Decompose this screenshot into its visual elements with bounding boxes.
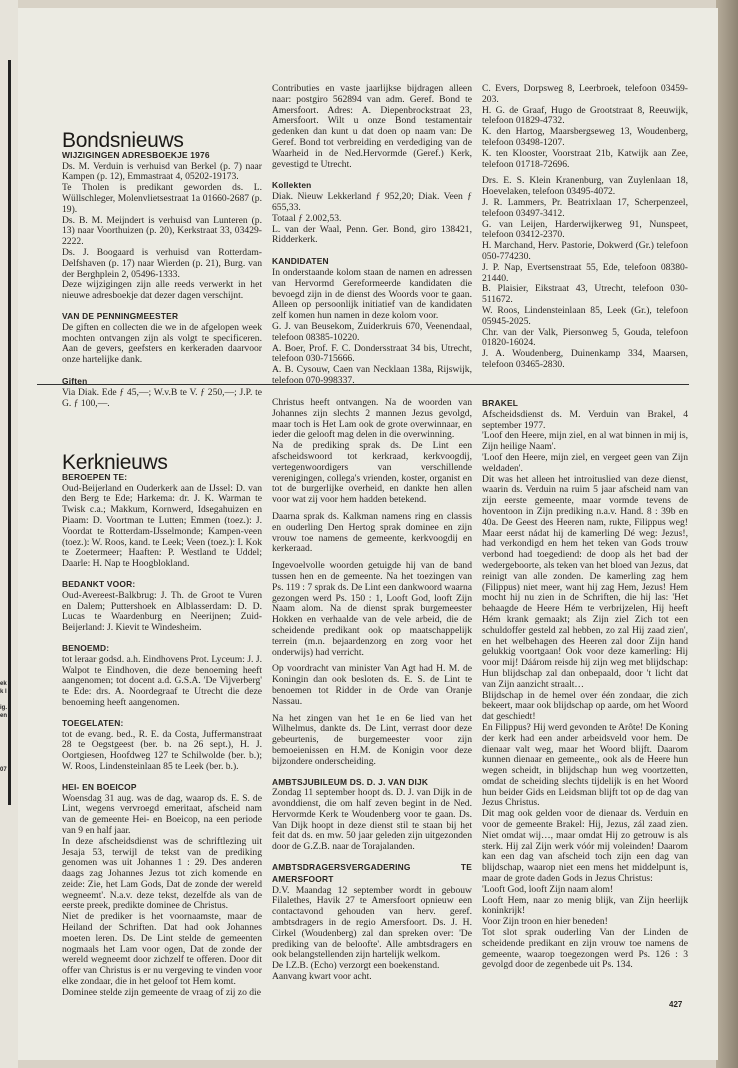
paragraph: Diak. Nieuw Lekkerland ƒ 952,20; Diak. Veen ƒ 655,33.	[272, 191, 472, 213]
paragraph: Na het zingen van het 1e en 6e lied van het Wilhelmus, dankte ds. De Lint, verrast door deze gebeurtenis, de burgemeester voor zijn bemoeienissen en H.M. de Konigin voor deze bijzondere onderscheiding.	[272, 712, 472, 767]
paragraph: D.V. Maandag 12 september wordt in gebouw Filalethes, Havik 27 te Amersfoort opnieuw een contactavond gehouden van herv. geref. ambtsdragers in de regio Amersfoort. Ds. J. H. Cirkel (Woudenberg) zal dan spreken over: 'De prediking van de beloofte'. Alle ambtsdragers en ook belangstellenden zijn hartelijk welkom.	[272, 884, 472, 961]
paragraph: tot de evang. bed., R. E. da Costa, Juffermanstraat 28 te Oegstgeest (ber. b. na 26 sept.), H. J. Oortgiesen, Hoofdweg 127 te Schilwolde (ber. b.); W. Roos, Lindensteinlaan 85 te Leek (ber. b.).	[62, 728, 262, 772]
paragraph: Voor Zijn troon en hier beneden!	[482, 916, 608, 928]
ambtsdragers-heading-te: TE	[460, 862, 472, 873]
paragraph: Contributies en vaste jaarlijkse bijdragen alleen naar: postgiro 562894 van adm. Geref. Bond te Amersfoort. Adres: A. Diepenbrockstraat 23, Amersfoort. Wilt u onze Bond testamentair gedenken dan kunt u dat doen op naam van: De Geref. Bond tot verbreiding en verdediging van de Waarheid in de Ned.Hervormde (Geref.) Kerk, gevestigd te Utrecht.	[272, 83, 472, 170]
bedankt-heading: BEDANKT VOOR:	[62, 578, 136, 589]
adjacent-page-fragment: k l	[0, 689, 7, 695]
list-item: C. Evers, Dorpsweg 8, Leerbroek, telefoon 03459-203.	[482, 83, 688, 105]
list-item: Drs. E. S. Klein Kranenburg, van Zuylenlaan 18, Hoevelaken, telefoon 03495-4072.	[482, 175, 688, 198]
list-item: K. ten Klooster, Voorstraat 21b, Katwijk aan Zee, telefoon 01718-72696.	[482, 147, 688, 170]
list-item: W. Roos, Lindensteinlaan 85, Leek (Gr.), telefoon 05945-2025.	[482, 304, 688, 327]
paragraph: A. B. Cysouw, Caen van Necklaan 138a, Rijswijk, telefoon 070-998337.	[272, 364, 472, 386]
paragraph: Ds. M. Verduin is verhuisd van Berkel (p. 7) naar Kampen (p. 12), Emmastraat 4, 05202-19173.	[62, 160, 262, 183]
paragraph: Ingevoelvolle woorden getuigde hij van de band tussen hen en de gemeente. Na het toezingen van Ps. 119 : 7 sprak ds. De Lint een dankwoord waarna gezongen werd Ps. 150 : 1, Looft God, looft Zijn Naam alom. Na de dienst sprak burgemeester Hokken en verhaalde van de vele arbeid, die de scheidende predikant ook op maatschappelijk terrein (m.n. bejaardenzorg en zorg voor het onderwijs) had verricht.	[272, 560, 473, 658]
list-item: J. P. Nap, Evertsenstraat 55, Ede, telefoon 08380-21440.	[482, 261, 688, 284]
paragraph: Deze wijzigingen zijn alle reeds verwerkt in het nieuwe adresboekje dat dezer dagen verschijnt.	[62, 279, 262, 302]
section-divider	[37, 384, 689, 385]
paragraph: Daarna sprak ds. Kalkman namens ring en classis en ouderling Den Hertog sprak dominee en zijn vrouw toe namens de gemeente, kerkvoogdij en kerkeraad.	[272, 510, 472, 555]
adresboekje-heading: WIJZIGINGEN ADRESBOEKJE 1976	[62, 149, 210, 160]
paragraph: Blijdschap in de hemel over één zondaar, die zich bekeert, maar ook blijdschap op aarde, om het Woord dat geschiedt!	[482, 689, 688, 723]
totaal-text: Totaal ƒ 2.002,53.	[272, 212, 342, 224]
kerknieuws-title: Kerknieuws	[62, 451, 168, 474]
list-item: H. Marchand, Herv. Pastorie, Dokwerd (Gr.) telefoon 050-774230.	[482, 240, 688, 262]
paragraph: G. J. van Beusekom, Zuiderkruis 670, Veenendaal, telefoon 08385-10220.	[272, 320, 472, 343]
jubileum-heading: AMBTSJUBILEUM DS. D. J. VAN DIJK	[272, 776, 429, 787]
bondsnieuws-column	[62, 129, 262, 409]
paragraph: Looft Hem, naar zo menig blijk, van Zijn heerlijk koninkrijk!	[482, 894, 688, 917]
page-number: 427	[669, 1000, 683, 1009]
paragraph: 'Loof den Heere, mijn ziel, en al wat binnen in mij is, Zijn heilige Naam'.	[482, 430, 688, 453]
ambtsdragers-heading-text: AMBTSDRAGERSVERGADERING	[272, 862, 411, 873]
adjacent-page-fragment: ig.	[0, 705, 7, 711]
paragraph: Op voordracht van minister Van Agt had H. M. de Koningin dan ook besloten ds. E. S. de Lint te benoemen tot Ridder in de Orde van Oranje Nassau.	[272, 663, 472, 707]
paragraph: Dit mag ook gelden voor de dienaar ds. Verduin en voor de gemeente Brakel: Hij, Jezus, zál zaad zien. Niet omdat wij…, maar omdat Hij zo getrouw is als sterk. Hij zal Zijn werk vóór mij voleinden! Daarom kan een dag van afscheid toch zijn een dag van blijdschap, waarop niet een mens het middelpunt is, maar de grote daden Gods in Jezus Christus:	[482, 808, 688, 885]
list-item: K. den Hartog, Maarsbergseweg 13, Woudenberg, telefoon 03498-1207.	[482, 126, 688, 148]
paragraph: Niet de prediker is het voornaamste, maar de Heiland der Schriften. Dat had ook Johannes moeten leren. Ds. De Lint stelde de gemeenten nogmaals het Lam voor ogen, Dat de zonde der wereld wegneemt door zichzelf te offeren. Door dit offer van Christus is er nu vergeving te vinden voor elke zondaar, die in het geloof tot Hem komt.	[62, 911, 262, 988]
paragraph: Woensdag 31 aug. was de dag, waarop ds. E. S. de Lint, wegens vervroegd emeritaat, afscheid nam van de gemeente Hei- en Boeicop, na een periode van 9 en half jaar.	[62, 792, 262, 836]
paragraph: Dit was het alleen het introituslied van deze dienst, waarin ds. Verduin na ruim 5 jaar afscheid nam van zijn eerste gemeente, maar vormde tevens de hoventoon in Zijn prediking n.a.v. Hand. 8 : 39b en 40a. De Geest des Heeren nam, rukte, Filippus weg! Maar eerst nádat hij de kamerling Dé weg: Jezus!, had verkondigd en hem het teken van Gods trouw verbond had toegediend: de doop als het bad der wedergeboorte, als teken van het bloed van Jezus, dat reinigt van alle zonden. De kamerling zag hem (Filippus) niet meer, want hij zag Hem, Jezus! Hem mocht hij nu zien in de Schriften, die hij las: 'Het behaagde de Heere Hém te verbrijzelen, Hij heeft Hém krank gemaakt; als Zijn ziel Zich tot een schuldoffer gesteld zal hebben, zo zal Hij zaad zien', en het welbehagen des Heeren zal door Zijn hand gelukkig voortgaan! Ook voor deze kamerling: Hij voor mij! Dáárom reisde hij zijn weg met blijdschap: Hun blijdschap zal dan onbepaald, door 't licht dat van Zijn aanzicht straalt…	[482, 473, 688, 690]
paragraph: De I.Z.B. (Echo) verzorgt een boekenstand.	[272, 960, 440, 972]
book-spine-shadow	[716, 0, 738, 1068]
penningmeester-heading: VAN DE PENNINGMEESTER	[62, 310, 179, 321]
paragraph: De giften en collecten die we in de afgelopen week mochten ontvangen zijn als volgt te specificeren. Aan de gevers, geefsters en kerkeraden daarvoor onze hartelijke dank.	[62, 321, 262, 366]
giften-heading: Giften	[62, 375, 88, 386]
list-item: J. R. Lammers, Pr. Beatrixlaan 17, Scherpenzeel, telefoon 03497-3412.	[482, 196, 688, 219]
ambtsdragers-heading	[272, 862, 472, 873]
toegelaten-heading: TOEGELATEN:	[62, 717, 124, 728]
paragraph: Na de prediking sprak ds. De Lint een afscheidswoord tot kerkraad, kerkvoogdij, vertegenwoordigers van verschillende verenigingen, collega's vrienden, koster, organist en tot de burgerlijke overheid, en dankte hen allen voor wat zij voor hem hadden betekend.	[272, 440, 472, 506]
paragraph: Christus heeft ontvangen. Na de woorden van Johannes zijn slechts 2 mannen Jezus gevolgd, maar toch is Het Lam ook de grote overwinnaar, en ieder die gelooft mag delen in die overwinning.	[272, 397, 472, 441]
paragraph: 'Loof den Heere, mijn ziel, en vergeet geen van Zijn weldaden'.	[482, 451, 688, 474]
paragraph: In onderstaande kolom staan de namen en adressen van Hervormd Gereformeerde kandidaten die bevoegd zijn in de dienst des Woords voor te gaan. Alleen op persoonlijk initiatief van de kandidaten zelf komen hun namen in deze kolom voor.	[272, 266, 472, 322]
kandidaten-heading: KANDIDATEN	[272, 256, 329, 267]
paragraph: Via Diak. Ede ƒ 45,—; W.v.B te V. ƒ 250,—; J.P. te G. ƒ 100,—.	[62, 386, 262, 409]
paragraph: Afscheidsdienst ds. M. Verduin van Brakel, 4 september 1977.	[482, 408, 688, 431]
paragraph: En Filippus? Hij werd gevonden te Arôte! De Koning der kerk had een ander arbeidsveld voor hem. De dienaar valt weg, maar het Woord blijft. Daarom kunnen dienaar en gemeente,, ook als de Heere hun wegen scheidt, in blijdschap hun weg voortzetten, omdat de scheiding slechts tijdelijk is en het Woord hun beider Gids en Leidsman blijft tot op de dag van Jezus Christus.	[482, 721, 688, 809]
paragraph: Ds. B. M. Meijndert is verhuisd van Lunteren (p. 13) naar Voorthuizen (p. 20), Kerkstraat 33, 03429-2222.	[62, 214, 262, 248]
list-item: H. G. de Graaf, Hugo de Grootstraat 8, Reeuwijk, telefoon 01829-4732.	[482, 104, 688, 127]
paragraph: Oud-Avereest-Balkbrug: J. Th. de Groot te Vuren en Dalem; Puttershoek en Alblasserdam: D. D. Lucas te Waardenburg en Neerijnen; Zuid-Beijerland: J. Kievit te Windesheim.	[62, 589, 262, 634]
paragraph: In deze afscheidsdienst was de schriftlezing uit Jesaja 53, terwijl de tekst van de prediking genomen was uit Johannes 1 : 29. Des anderen daags zag Johannes Jezus tot zich komende en zeide: Zie, het Lam Gods, Dat de zonde der wereld wegneemt'. N.a.v. deze tekst, dezelfde als van de eerste preek, predikte dominee de Christus.	[62, 835, 262, 912]
paragraph: Dominee stelde zijn gemeente de vraag of zij zo die	[62, 986, 261, 998]
paragraph: Oud-Beijerland en Ouderkerk aan de IJssel: D. van den Berg te Ede; Harkema: dr. J. K. Warman te Twisk c.a.; Makkum, Kornwerd, Idsegahuizen en Piaam: D. Voortman te Lutten; Emmen (toez.): J. Voordat te Rotterdam-IJsselmonde; Kampen-veen (toez.): W. Roos, kand. te Leek; Veen (toez.): I. Kok te Zoetermeer; Haaften: P. Westland te Uddel; Daarle: H. Nap te Hoogblokland.	[62, 482, 262, 570]
list-item: Chr. van der Valk, Piersonweg 5, Gouda, telefoon 01820-16024.	[482, 326, 688, 349]
paragraph: Tot slot sprak ouderling Van der Linden de scheidende predikant en zijn vrouw toe namens de gemeente, waarop toegezongen werd Ps. 126 : 3 gevolgd door de zegenbede uit Ps. 134.	[482, 927, 688, 971]
kerknieuws-column	[62, 451, 262, 999]
list-item: B. Plaisier, Eikstraat 43, Utrecht, telefoon 030-511672.	[482, 283, 688, 306]
beroepen-heading: BEROEPEN TE:	[62, 471, 128, 482]
benoemd-heading: BENOEMD:	[62, 642, 110, 653]
paragraph: 'Looft God, looft Zijn naam alom!	[482, 883, 614, 895]
kollekten-heading: Kollekten	[272, 180, 312, 191]
list-item: J. A. Woudenberg, Duinenkamp 334, Maarsen, telefoon 03465-2830.	[482, 348, 688, 370]
brakel-column	[482, 398, 688, 971]
kandidaten-list-column	[482, 84, 688, 371]
brakel-heading: BRAKEL	[482, 398, 519, 408]
paragraph: Te Tholen is predikant geworden ds. L. Wüllschleger, Molenvlietsestraat 1a 01660-2687 (p. 19).	[62, 182, 262, 215]
paragraph: tot leraar godsd. a.h. Eindhovens Prot. Lyceum: J. J. Walpot te Eindhoven, die deze benoeming heeft aangenomen; tot docent a.d. G.S.A. 'De Vijverberg' te Ede: drs. A. Noordegraaf te Utrecht die deze benoeming heeft aangenomen.	[62, 653, 262, 708]
ambtsdragers-heading-city: AMERSFOORT	[272, 873, 334, 884]
adjacent-page-fragment: ek	[0, 681, 7, 687]
paragraph: A. Boer, Prof. F. C. Dondersstraat 34 bis, Utrecht, telefoon 030-715666.	[272, 342, 472, 365]
boeicop-heading: HEI- EN BOEICOP	[62, 781, 137, 792]
paragraph: Aanvang kwart voor acht.	[272, 971, 372, 983]
paragraph: Ds. J. Boogaard is verhuisd van Rotterdam-Delfshaven (p. 17) naar Wierden (p. 21), Burg. van der Berghplein 2, 05496-1333.	[62, 246, 262, 280]
list-item: G. van Leijen, Harderwijkerweg 91, Nunspeet, telefoon 03412-2370.	[482, 218, 688, 241]
afscheid-column	[272, 398, 472, 983]
contributies-column	[272, 84, 472, 387]
adjacent-page-fragment: 07	[0, 767, 7, 773]
paragraph: Zondag 11 september hoopt ds. D. J. van Dijk in de avonddienst, die om half zeven begint in de Ned. Hervormde Kerk te Woudenberg voor te gaan. Ds. Van Dijk hoopt in deze dienst stil te staan bij het feit dat ds. en mw. 50 jaar geleden zijn uitgezonden door de G.Z.B. naar de Torajalanden.	[272, 787, 472, 853]
bondsnieuws-title: Bondsnieuws	[62, 129, 184, 152]
adjacent-page-strip	[0, 0, 18, 1068]
adjacent-page-fragment: en	[0, 713, 8, 719]
signoff-text: L. van der Waal, Penn. Ger. Bond, giro 138421, Ridderkerk.	[272, 223, 472, 246]
